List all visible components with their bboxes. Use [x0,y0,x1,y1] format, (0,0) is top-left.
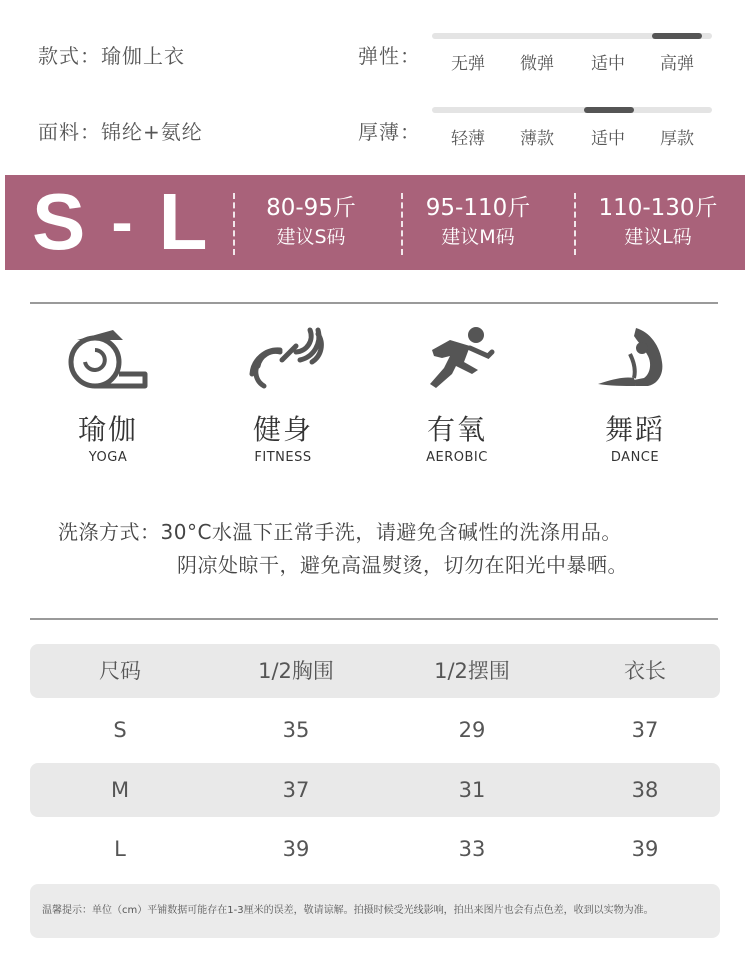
sport-yoga [33,322,183,465]
fabric-value: 锦纶+氨纶 [101,120,203,144]
elasticity-option: 适中 [591,54,625,74]
size-tip: 建议L码 [624,226,692,248]
thickness-option: 薄款 [520,129,554,149]
size-range-band [5,175,745,270]
sport-fitness [208,322,358,465]
thickness-option-selected: 适中 [591,129,625,149]
size-suggestion-l [578,193,738,251]
style-attribute [38,40,185,69]
sport-aerobic [382,322,532,465]
size-tip: 建议M码 [441,226,515,248]
elasticity-selected-marker [652,33,702,39]
washing-instructions-line2: 阴凉处晾干，避免高温熨烫，切勿在阳光中暴晒。 [177,553,628,577]
dancer-icon [590,322,680,394]
runner-icon [412,322,502,394]
sport-name-cn: 舞蹈 [604,413,665,446]
style-label: 款式： [38,44,101,68]
sport-name-en: AEROBIC [426,450,488,465]
table-row [30,763,720,817]
size-tip: 建议S码 [276,226,346,248]
sport-dance [560,322,710,465]
band-divider [574,193,576,255]
elasticity-label: 弹性： [358,44,421,68]
thickness-option: 厚款 [660,129,694,149]
table-header-cell: 衣长 [624,659,666,683]
sport-name-en: YOGA [88,450,128,465]
thickness-label: 厚薄： [358,120,421,144]
table-cell: 31 [458,778,486,802]
table-cell: M [110,778,130,802]
table-header-cell: 1/2摆围 [434,659,510,683]
section-divider [30,302,718,304]
elasticity-option-selected: 高弹 [660,54,694,74]
thickness-selected-marker [584,107,634,113]
sport-name-en: DANCE [610,450,660,465]
washing-label: 洗涤方式： [58,520,161,544]
size-range-end: L [158,177,212,266]
section-divider [30,618,718,620]
washing-instructions-line1 [58,516,622,545]
table-cell: 39 [282,837,310,861]
dumbbell-icon [238,322,328,394]
thickness-option: 轻薄 [451,129,485,149]
table-cell: 33 [458,837,486,861]
table-cell: S [113,718,127,742]
size-suggestion-m [398,193,558,251]
table-row [30,822,720,876]
sport-name-cn: 瑜伽 [77,413,138,446]
table-cell: 35 [282,718,310,742]
weight-range: 95-110斤 [425,195,531,221]
elasticity-option: 无弹 [451,54,485,74]
weight-range: 110-130斤 [598,195,718,221]
table-row [30,703,720,757]
size-table-header [30,644,720,698]
table-header-cell: 尺码 [99,659,141,683]
size-range-text [32,177,212,267]
table-cell: 37 [631,718,659,742]
table-cell: 29 [458,718,486,742]
table-cell: L [114,837,126,861]
table-cell: 37 [282,778,310,802]
size-range-start: S [32,177,90,266]
thickness-scale-track [432,107,712,113]
fabric-attribute [38,116,203,145]
table-header-cell: 1/2胸围 [258,659,334,683]
sport-name-cn: 健身 [252,413,313,446]
elasticity-option: 微弹 [520,54,554,74]
yoga-mat-icon [63,322,153,394]
washing-text: 30°C水温下正常手洗，请避免含碱性的洗涤用品。 [160,520,622,544]
size-range-dash: - [111,186,137,258]
table-cell: 38 [631,778,659,802]
fabric-label: 面料： [38,120,101,144]
sport-name-en: FITNESS [254,450,312,465]
weight-range: 80-95斤 [266,195,356,221]
table-cell: 39 [631,837,659,861]
style-value: 瑜伽上衣 [101,44,185,68]
measurement-note: 温馨提示：单位（cm）平铺数据可能存在1-3厘米的误差，敬请谅解。拍摄时候受光线影响，拍出来图片也会有点色差，收到以实物为准。 [30,884,720,938]
size-suggestion-s [231,193,391,251]
sport-name-cn: 有氧 [426,413,487,446]
